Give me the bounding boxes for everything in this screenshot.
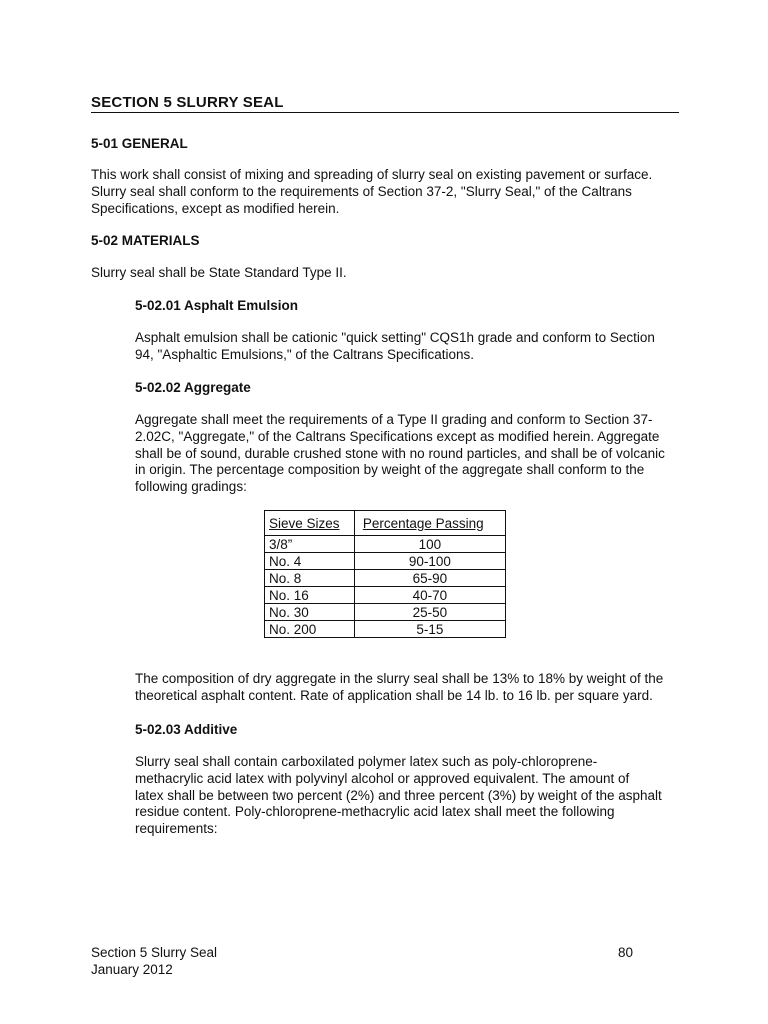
footer-section: Section 5 Slurry Seal [91, 945, 218, 960]
paragraph-composition [135, 671, 683, 705]
percentage-cell: 90-100 [354, 553, 505, 570]
table-row [265, 604, 506, 621]
table-row [265, 621, 506, 638]
text-line: theoretical asphalt content. Rate of application shall be 14 lb. to 16 lb. per square yard. [135, 687, 653, 703]
percentage-cell: 65-90 [354, 570, 505, 587]
text-line: in origin. The percentage composition by weight of the aggregate shall conform to the [135, 462, 645, 478]
heading-materials: 5-02 MATERIALS [91, 233, 200, 248]
paragraph-aggregate [135, 412, 683, 496]
text-line: 2.02C, "Aggregate," of the Caltrans Specifications except as modified herein. Aggregate [135, 428, 660, 444]
table-row [265, 536, 506, 553]
table-row [265, 587, 506, 604]
table-header-row [265, 511, 506, 536]
section-title: SECTION 5 SLURRY SEAL [91, 94, 679, 113]
heading-additive: 5-02.03 Additive [135, 722, 238, 737]
text-line: methacrylic acid latex with polyvinyl alcohol or approved equivalent. The amount of [135, 770, 630, 786]
text-line: following gradings: [135, 479, 247, 495]
text-line: Aggregate shall meet the requirements of a Type II grading and conform to Section 37- [135, 412, 653, 427]
text-line: latex shall be between two percent (2%) and three percent (3%) by weight of the asphalt [135, 787, 662, 803]
text-line: residue content. Poly-chloroprene-methacrylic acid latex shall meet the following [135, 804, 615, 820]
text-line: requirements: [135, 821, 218, 837]
text-line: shall be of sound, durable crushed stone with no round particles, and shall be of volcanic [135, 445, 665, 461]
text-line: Asphalt emulsion shall be cationic "quick setting" CQS1h grade and conform to Section [135, 330, 655, 345]
percentage-cell: 100 [354, 536, 505, 553]
page-number: 80 [617, 945, 633, 960]
heading-aggregate: 5-02.02 Aggregate [135, 380, 251, 395]
sieve-size-cell: 3/8” [265, 536, 355, 553]
paragraph-additive [135, 754, 683, 838]
sieve-size-cell: No. 16 [265, 587, 355, 604]
text-line: Slurry seal shall contain carboxilated polymer latex such as poly-chloroprene- [135, 754, 598, 769]
header-sieve-sizes: Sieve Sizes [265, 511, 355, 536]
percentage-cell: 5-15 [354, 621, 505, 638]
text-line: Slurry seal shall conform to the requirements of Section 37-2, "Slurry Seal," of the Caltrans [91, 183, 632, 199]
paragraph-asphalt-emulsion [135, 330, 683, 364]
sieve-size-cell: No. 200 [265, 621, 355, 638]
heading-asphalt-emulsion: 5-02.01 Asphalt Emulsion [135, 298, 299, 313]
table-row [265, 570, 506, 587]
footer-left [91, 945, 217, 978]
footer-date: January 2012 [91, 961, 173, 977]
table-row [265, 553, 506, 570]
sieve-size-cell: No. 8 [265, 570, 355, 587]
paragraph-general [91, 167, 681, 217]
text-line: Specifications, except as modified herein. [91, 200, 340, 216]
heading-general: 5-01 GENERAL [91, 136, 188, 151]
header-percentage-passing: Percentage Passing [354, 511, 505, 536]
percentage-cell: 25-50 [354, 604, 505, 621]
text-line: This work shall consist of mixing and spreading of slurry seal on existing pavement or surface. [91, 167, 653, 182]
percentage-cell: 40-70 [354, 587, 505, 604]
gradings-table [264, 510, 506, 638]
sieve-size-cell: No. 30 [265, 604, 355, 621]
paragraph-materials: Slurry seal shall be State Standard Type II. [91, 265, 347, 280]
text-line: The composition of dry aggregate in the slurry seal shall be 13% to 18% by weight of the [135, 671, 664, 686]
text-line: 94, "Asphaltic Emulsions," of the Caltrans Specifications. [135, 346, 474, 362]
sieve-size-cell: No. 4 [265, 553, 355, 570]
